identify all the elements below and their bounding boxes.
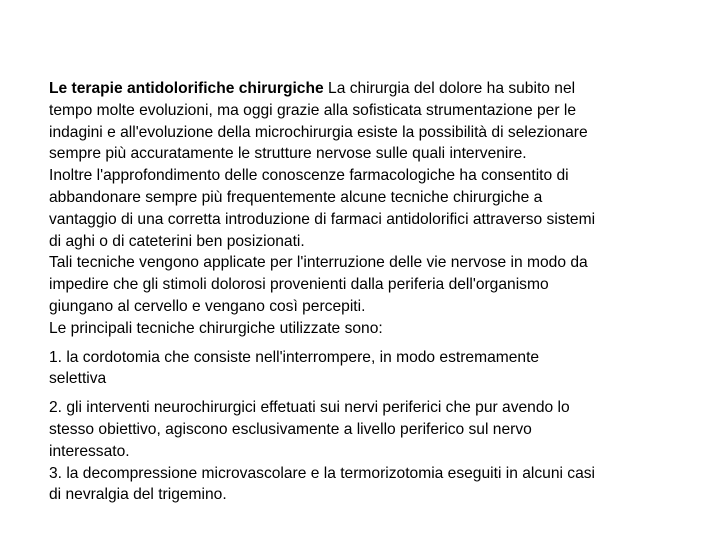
text-line: abbandonare sempre più frequentemente alcune tecniche chirurgiche a	[49, 188, 543, 206]
text-line: di nevralgia del trigemino.	[49, 486, 227, 504]
text-line: stesso obiettivo, agiscono esclusivamente a livello periferico sul nervo	[49, 420, 532, 438]
slide-text-body	[49, 78, 689, 506]
intro-line-first: La chirurgia del dolore ha subito nel	[328, 80, 576, 97]
text-line	[49, 78, 689, 100]
list-item-1	[49, 347, 689, 391]
text-line: 1. la cordotomia che consiste nell'interrompere, in modo estremamente	[49, 348, 540, 366]
text-line: 3. la decompressione microvascolare e la termorizotomia eseguiti in alcuni casi	[49, 464, 596, 482]
intro-paragraph	[49, 78, 689, 340]
text-line: Tali tecniche vengono applicate per l'interruzione delle vie nervose in modo da	[49, 254, 588, 272]
heading-inline: Le terapie antidolorifiche chirurgiche	[49, 80, 324, 97]
text-line: impedire che gli stimoli dolorosi provenienti dalla periferia dell'organismo	[49, 276, 549, 294]
text-line: tempo molte evoluzioni, ma oggi grazie alla sofisticata strumentazione per le	[49, 101, 576, 119]
text-line: indagini e all'evoluzione della microchirurgia esiste la possibilità di selezionare	[49, 123, 588, 141]
text-line: giungano al cervello e vengano così percepiti.	[49, 297, 366, 315]
text-line: Inoltre l'approfondimento delle conoscenze farmacologiche ha consentito di	[49, 167, 569, 185]
text-line: sempre più accuratamente le strutture nervose sulle quali intervenire.	[49, 145, 527, 163]
list-item-2-3	[49, 397, 689, 506]
text-line: Le principali tecniche chirurgiche utilizzate sono:	[49, 319, 383, 337]
text-line: di aghi o di cateterini ben posizionati.	[49, 232, 305, 250]
text-line: selettiva	[49, 370, 107, 388]
text-line: 2. gli interventi neurochirurgici effetuati sui nervi periferici che pur avendo lo	[49, 399, 570, 417]
text-line: vantaggio di una corretta introduzione di farmaci antidolorifici attraverso sistemi	[49, 210, 596, 228]
text-line: interessato.	[49, 442, 130, 460]
